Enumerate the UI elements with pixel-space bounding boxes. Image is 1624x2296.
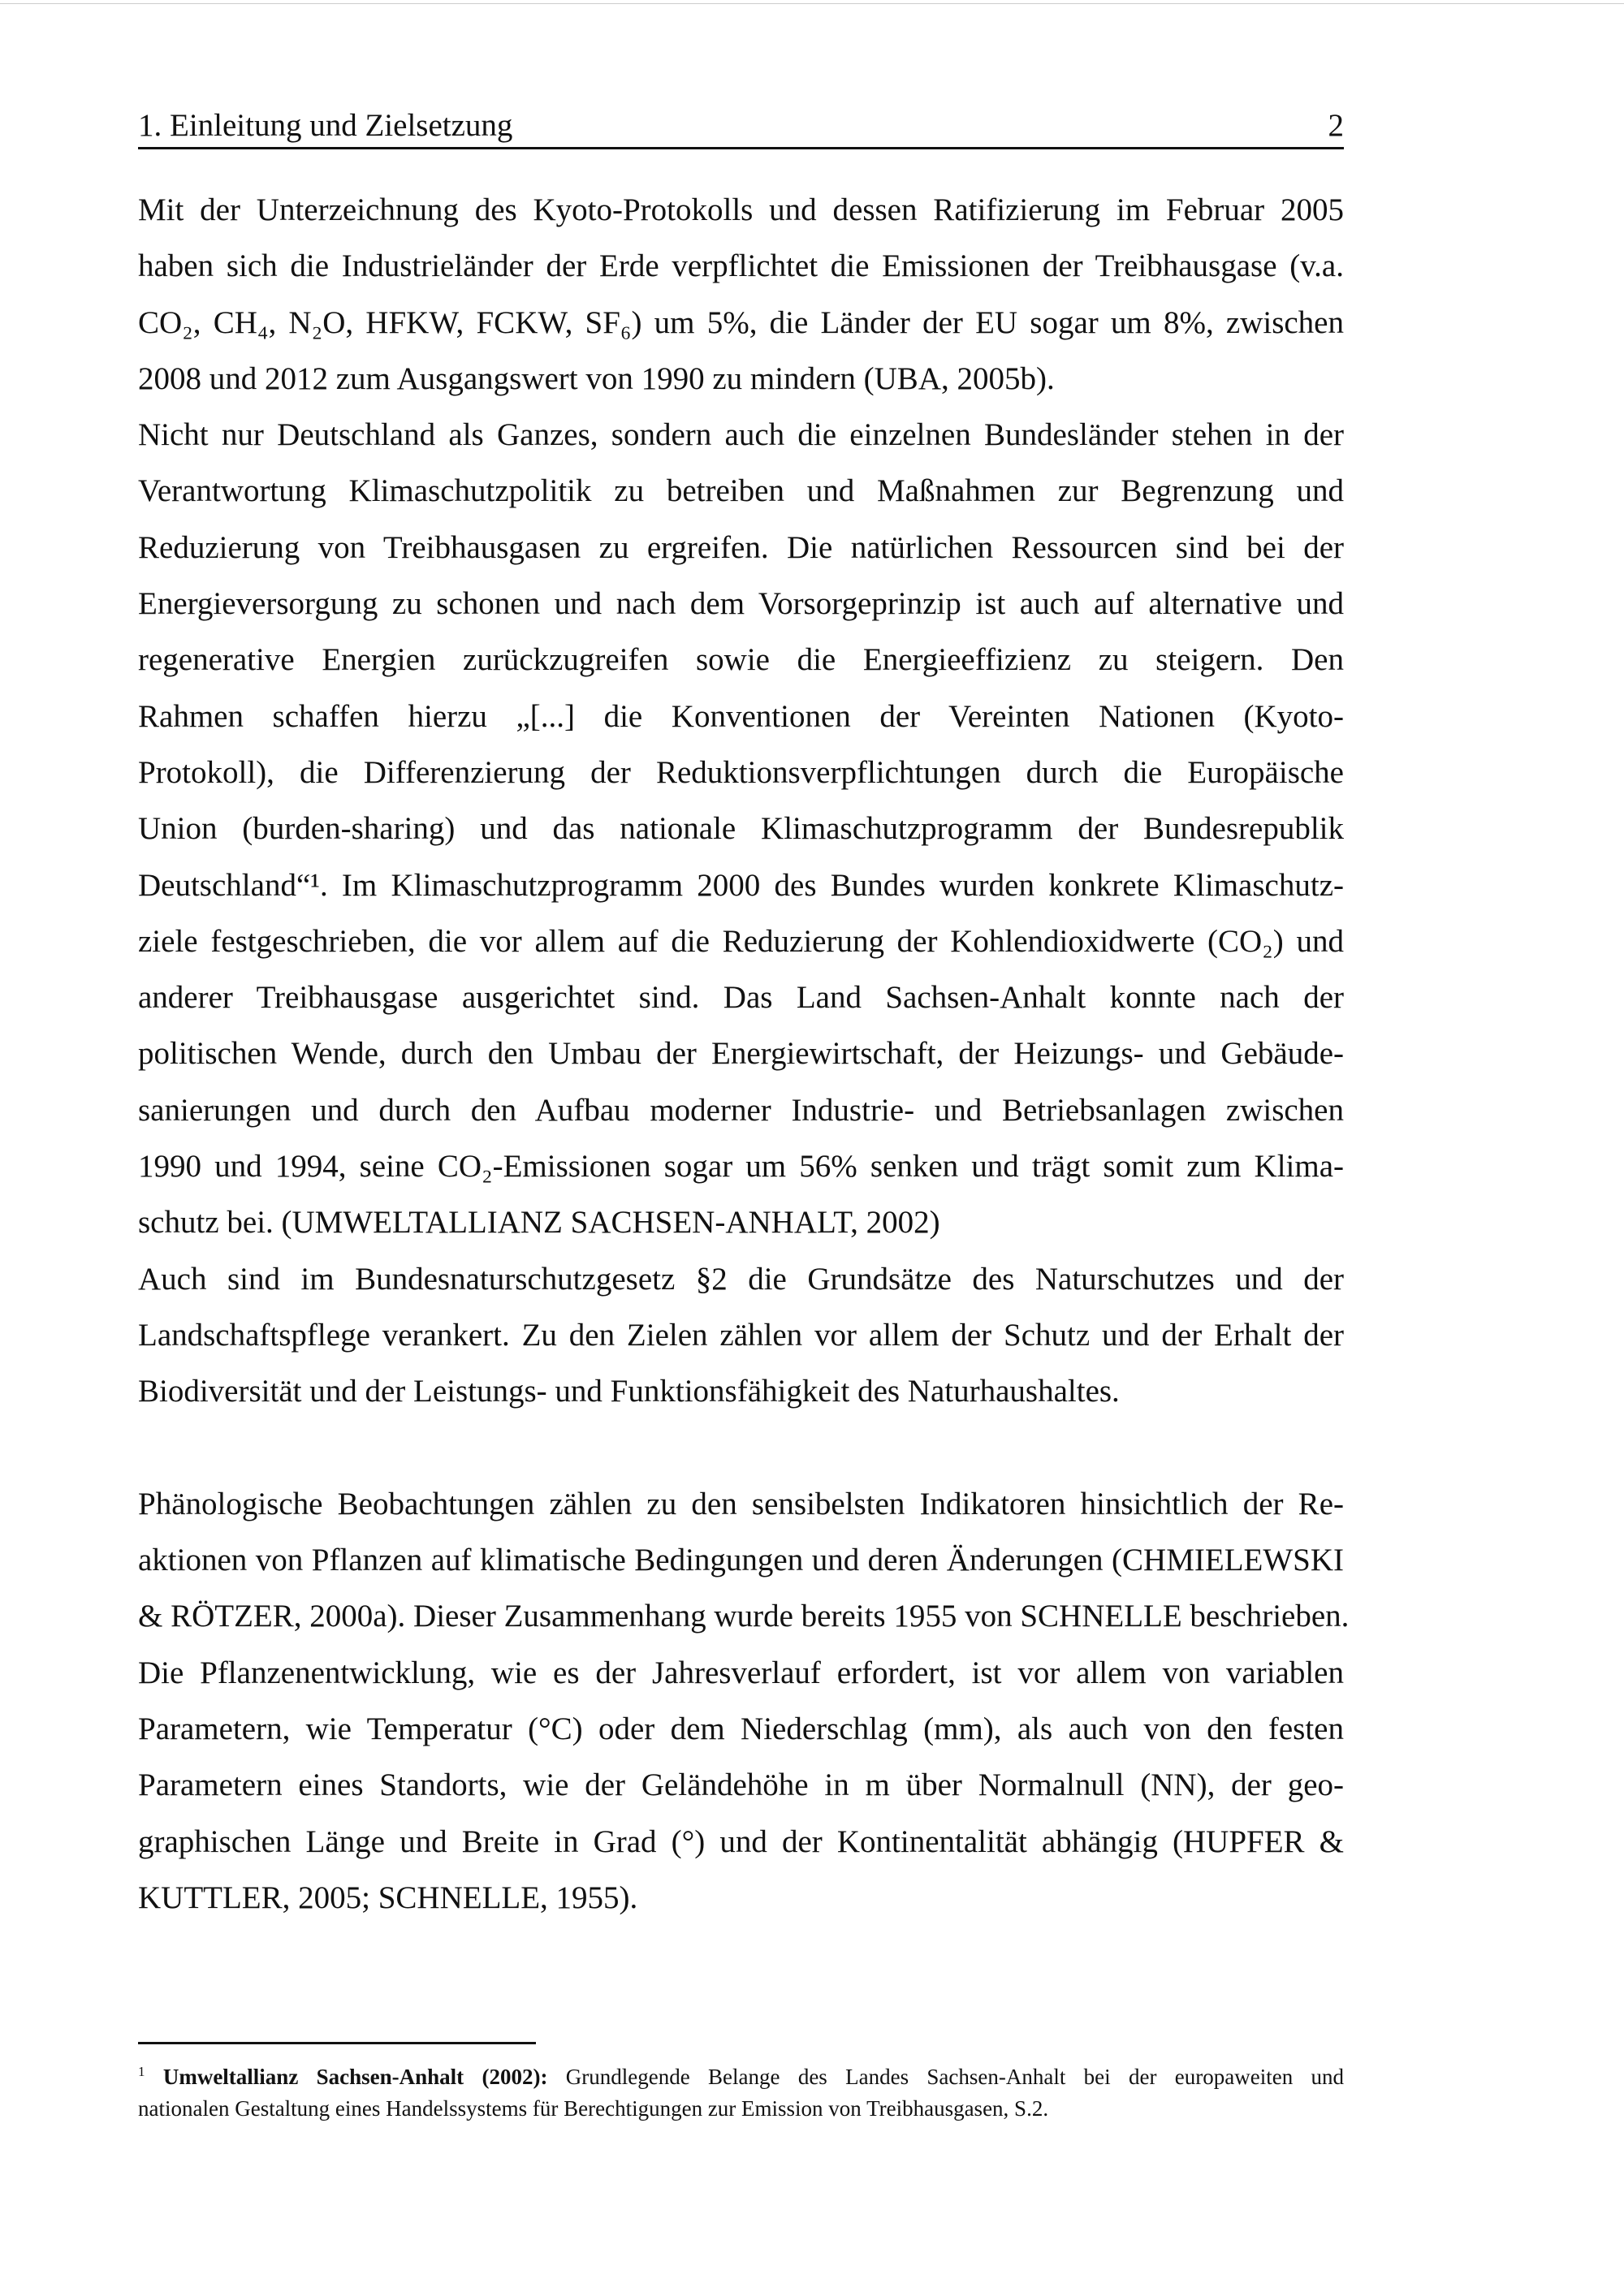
text-line: politischen Wende, durch den Umbau der Energiewirtschaft, der Heizungs- und Gebäude- [138, 1036, 1344, 1072]
paragraph [138, 407, 1344, 1250]
paragraph [138, 1476, 1350, 1926]
footnote-rule [138, 2042, 536, 2044]
text-line: Landschaftspflege verankert. Zu den Zielen zählen vor allem der Schutz und der Erhalt der [138, 1317, 1344, 1353]
text-line: KUTTLER, 2005; SCHNELLE, 1955). [138, 1880, 638, 1915]
text-line: graphischen Länge und Breite in Grad (°) und der Kontinentalität abhängig (HUPFER & [138, 1823, 1344, 1859]
text-line: Reduzierung von Treibhausgasen zu ergreifen. Die natürlichen Ressourcen sind bei der [138, 529, 1344, 565]
footnote-marker: 1 [138, 2064, 145, 2079]
text-line: & RÖTZER, 2000a). Dieser Zusammenhang wurde bereits 1955 von SCHNELLE beschrieben. [138, 1599, 1350, 1634]
text-line: aktionen von Pflanzen auf klimatische Bedingungen und deren Änderungen (CHMIELEWSKI [138, 1543, 1344, 1578]
footnote-text: Grundlegende Belange des Landes Sachsen-Anhalt bei der europaweiten und [565, 2065, 1345, 2089]
text-line: Verantwortung Klimaschutzpolitik zu betreiben und Maßnahmen zur Begrenzung und [138, 473, 1344, 509]
header-rule [138, 147, 1344, 149]
footnote-line [138, 2056, 1344, 2093]
page-number: 2 [1328, 108, 1344, 143]
text-line: Auch sind im Bundesnaturschutzgesetz §2 die Grundsätze des Naturschutzes und der [138, 1261, 1344, 1297]
running-header [138, 107, 1344, 148]
text-line: haben sich die Industrieländer der Erde verpflichtet die Emissionen der Treibhausgase (v.a. [138, 248, 1344, 284]
text-line: Union (burden-sharing) und das nationale Klimaschutzprogramm der Bundesrepublik [138, 811, 1344, 847]
text-line: Phänologische Beobachtungen zählen zu den sensibelsten Indikatoren hinsichtlich der Re- [138, 1486, 1344, 1521]
text-line: Rahmen schaffen hierzu „[...] die Konventionen der Vereinten Nationen (Kyoto- [138, 698, 1344, 734]
text-line: Parametern eines Standorts, wie der Geländehöhe in m über Normalnull (NN), der geo- [138, 1767, 1344, 1803]
text-line: sanierungen und durch den Aufbau moderner Industrie- und Betriebsanlagen zwischen [138, 1092, 1344, 1128]
scan-artifact-line [0, 3, 1624, 4]
text-line: Energieversorgung zu schonen und nach dem Vorsorgeprinzip ist auch auf alternative und [138, 586, 1344, 622]
text-line: regenerative Energien zurückzugreifen sowie die Energieeffizienz zu steigern. Den [138, 642, 1344, 678]
text-line: CO₂, CH₄, N₂O, HFKW, FCKW, SF₆) um 5%, die Länder der EU sogar um 8%, zwischen [138, 304, 1344, 340]
chapter-title: 1. Einleitung und Zielsetzung [138, 108, 513, 143]
paragraph-gap [138, 1420, 1344, 1476]
text-line: 1990 und 1994, seine CO₂-Emissionen sogar um 56% senken und trägt somit zum Klima- [138, 1149, 1344, 1185]
paragraph [138, 1251, 1344, 1420]
text-line: 2008 und 2012 zum Ausgangswert von 1990 zu mindern (UBA, 2005b). [138, 360, 1055, 396]
paragraph [138, 182, 1344, 407]
body-text [138, 182, 1350, 1926]
footnote-source: Umweltallianz Sachsen-Anhalt (2002): [162, 2065, 548, 2089]
text-line: Protokoll), die Differenzierung der Reduktionsverpflichtungen durch die Europäische [138, 754, 1344, 790]
text-line: ziele festgeschrieben, die vor allem auf die Reduzierung der Kohlendioxidwerte (CO₂) und [138, 923, 1344, 959]
text-line: Parametern, wie Temperatur (°C) oder dem Niederschlag (mm), als auch von den festen [138, 1711, 1344, 1747]
text-line: anderer Treibhausgase ausgerichtet sind. Das Land Sachsen-Anhalt konnte nach der [138, 980, 1344, 1016]
text-line: Nicht nur Deutschland als Ganzes, sondern auch die einzelnen Bundesländer stehen in der [138, 417, 1344, 453]
footnote [138, 2056, 1344, 2125]
footnote-line: nationalen Gestaltung eines Handelssystems für Berechtigungen zur Emission von Treibhausgasen, S.2. [138, 2096, 1049, 2121]
text-line: Deutschland“¹. Im Klimaschutzprogramm 2000 des Bundes wurden konkrete Klimaschutz- [138, 867, 1344, 903]
text-line: Biodiversität und der Leistungs- und Funktionsfähigkeit des Naturhaushaltes. [138, 1374, 1120, 1409]
text-line: schutz bei. (UMWELTALLIANZ SACHSEN-ANHALT, 2002) [138, 1205, 940, 1241]
text-line: Die Pflanzenentwicklung, wie es der Jahresverlauf erfordert, ist vor allem von variablen [138, 1655, 1344, 1690]
text-line: Mit der Unterzeichnung des Kyoto-Protokolls und dessen Ratifizierung im Februar 2005 [138, 192, 1344, 227]
